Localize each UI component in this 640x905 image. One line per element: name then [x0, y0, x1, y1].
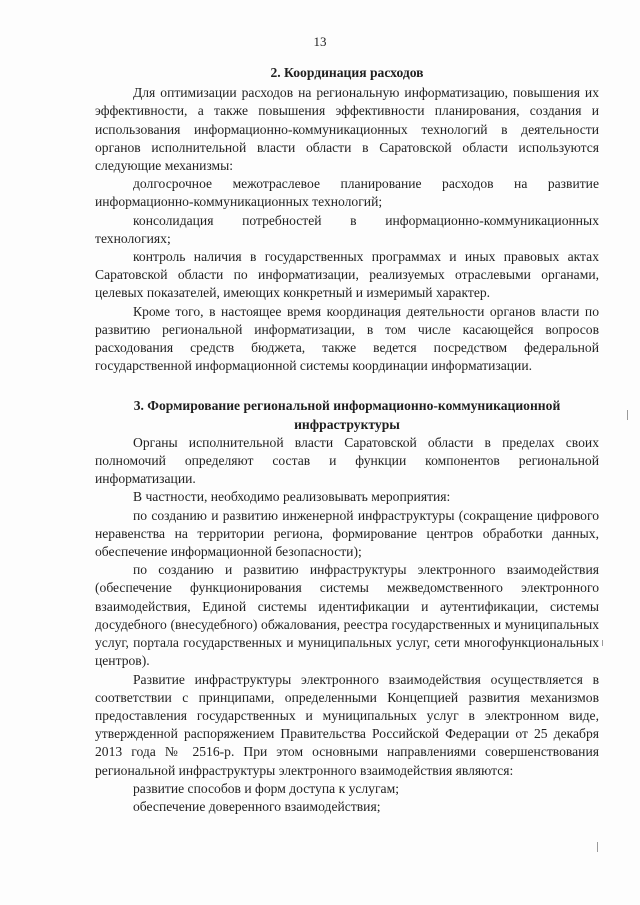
list-item: консолидация потребностей в информационно-коммуникационных технологиях; — [95, 212, 599, 246]
section-infrastructure — [95, 397, 599, 816]
section-coordination — [95, 64, 599, 375]
paragraph: Органы исполнительной власти Саратовской области в пределах своих полномочий определяют состав и функции компонентов региональной информатизации. — [95, 434, 599, 487]
list-item: долгосрочное межотраслевое планирование расходов на развитие информационно-коммуникационных технологий; — [95, 176, 599, 210]
scan-speck — [627, 410, 628, 420]
list-item: обеспечение доверенного взаимодействия; — [133, 798, 381, 814]
scan-speck — [602, 640, 603, 646]
document-body — [95, 64, 599, 816]
list-item: по созданию и развитию инфраструктуры электронного взаимодействия (обеспечение функционирования системы межведомственного электронного взаимодействия, Единой системы идентификации и аутентификации, системы досудебного (внесудебного) обжалования, реестра государственных и муниципальных услуг, портала государственных и муниципальных услуг, сети многофункциональных центров). — [95, 562, 599, 669]
paragraph: Для оптимизации расходов на региональную информатизацию, повышения их эффективности, а также повышения эффективности планирования, создания и использования информационно-коммуникационных технологий в деятельности органов исполнительной власти области в Саратовской области используются следующие механизмы: — [95, 85, 599, 174]
section-heading: 3. Формирование региональной информационно-коммуникационной инфраструктуры — [133, 398, 561, 432]
paragraph: Развитие инфраструктуры электронного взаимодействия осуществляется в соответствии с принципами, определенными Концепцией развития механизмов предоставления государственных и муниципальных услуг в электронном виде, утвержденной распоряжением Правительства Российской Федерации от 25 декабря 2013 года № 2516-р. При этом основными направлениями совершенствования региональной инфраструктуры электронного взаимодействия являются: — [95, 671, 599, 778]
paragraph: В частности, необходимо реализовывать мероприятия: — [133, 489, 451, 505]
list-item: по созданию и развитию инженерной инфраструктуры (сокращение цифрового неравенства на территории региона, формирование центров обработки данных, обеспечение информационной безопасности); — [95, 507, 599, 560]
section-heading: 2. Координация расходов — [270, 65, 424, 80]
list-item: контроль наличия в государственных программах и иных правовых актах Саратовской области по информатизации, реализуемых отраслевыми органами, целевых показателей, имеющих конкретный и измеримый характер. — [95, 249, 599, 301]
list-item: развитие способов и форм доступа к услугам; — [133, 780, 399, 796]
scan-speck — [597, 842, 598, 852]
page-number: 13 — [313, 34, 327, 49]
paragraph: Кроме того, в настоящее время координация деятельности органов власти по развитию региональной информатизации, в том числе касающейся вопросов расходования средств бюджета, также ведется посредством федеральной государственной информационной системы координации информатизации. — [95, 303, 599, 374]
